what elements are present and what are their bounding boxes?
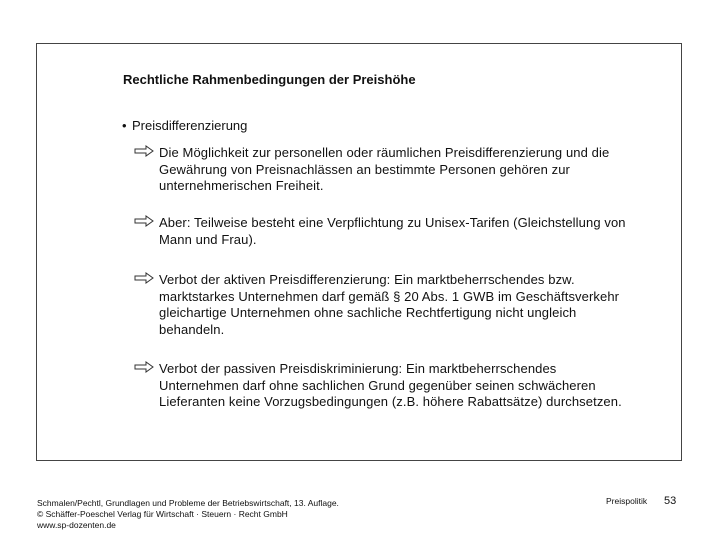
footer-section-label: Preispolitik xyxy=(606,496,648,506)
website-link[interactable]: www.sp-dozenten.de xyxy=(37,520,116,530)
point-text: Aber: Teilweise besteht eine Verpflichtung zu Unisex-Tarifen (Gleichstellung von Mann und Frau). xyxy=(159,215,626,247)
slide-title: Rechtliche Rahmenbedingungen der Preishöhe xyxy=(123,72,416,87)
footer-source xyxy=(37,498,339,531)
page-number: 53 xyxy=(664,495,677,507)
section-label: Preisdifferenzierung xyxy=(132,118,248,133)
right-arrow-icon xyxy=(134,272,154,284)
bullet-marker: • xyxy=(122,118,127,133)
point-text: Verbot der aktiven Preisdifferenzierung: Ein marktbeherrschendes bzw. marktstarkes Unternehmen darf gemäß § 20 Abs. 1 GWB im Geschäftsverkehr gleichartige Unternehmen ohne sachliche Rechtfertigung nicht ungleich behandeln. xyxy=(159,272,620,337)
right-arrow-icon xyxy=(134,145,154,157)
section-heading xyxy=(122,118,247,133)
right-arrow-icon xyxy=(134,215,154,227)
copyright-line: © Schäffer-Poeschel Verlag für Wirtschaft · Steuern · Recht GmbH xyxy=(37,509,288,519)
point-text: Verbot der passiven Preisdiskriminierung: Ein marktbeherrschendes Unternehmen darf ohne sachlichen Grund gegenüber seinen schwächeren Lieferanten keine Vorzugsbedingungen (z.B. höhere Rabattsätze) durchsetzen. xyxy=(159,361,622,409)
right-arrow-icon xyxy=(134,361,154,373)
source-citation: Schmalen/Pechtl, Grundlagen und Probleme der Betriebswirtschaft, 13. Auflage. xyxy=(37,498,339,508)
point-text: Die Möglichkeit zur personellen oder räumlichen Preisdifferenzierung und die Gewährung von Preisnachlässen an bestimmte Personen gehören zur unternehmerischen Freiheit. xyxy=(159,145,610,193)
